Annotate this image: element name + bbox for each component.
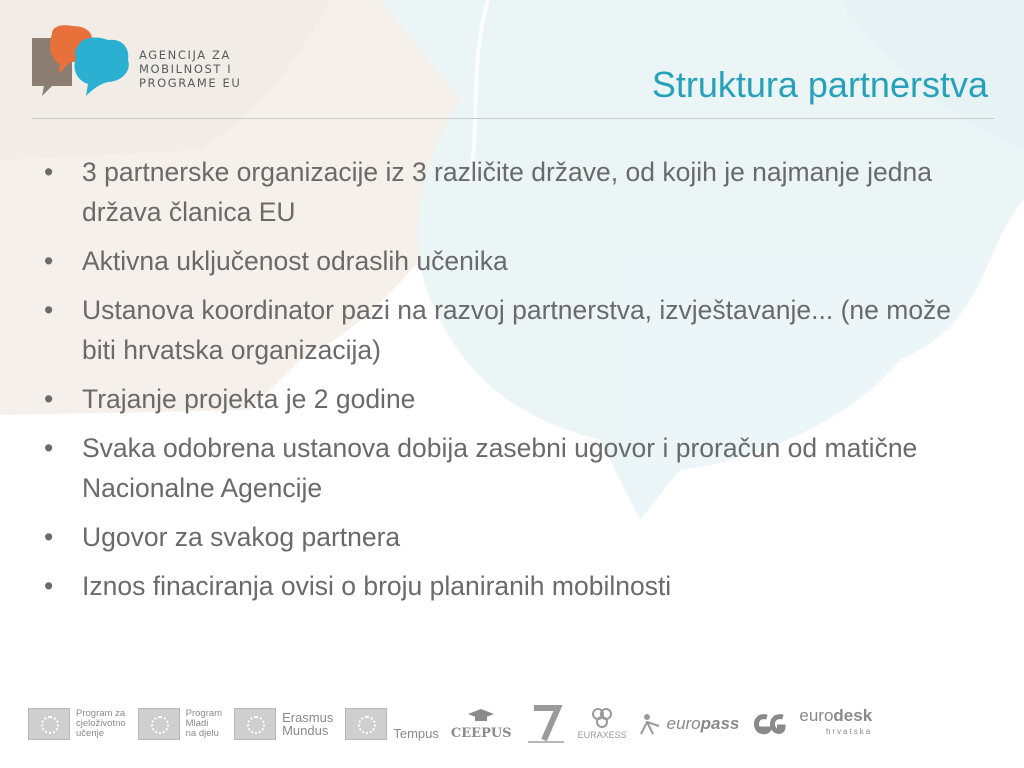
fp7-logo — [524, 704, 566, 744]
bullet-dot-icon: • — [44, 384, 54, 414]
agency-name-line: MOBILNOST I — [139, 62, 233, 76]
eurodesk-logo — [799, 708, 872, 740]
graduation-cap-icon — [466, 708, 496, 722]
eg-icon — [751, 709, 787, 739]
euraxess-logo — [578, 708, 627, 740]
mladi-label: Mladi — [185, 718, 209, 729]
bullet-text: Svaka odobrena ustanova dobija zasebni ugovor i proračun od matične Nacionalne Agencije — [82, 433, 918, 503]
bullet-text: Ustanova koordinator pazi na razvoj partnerstva, izvještavanje... (ne može biti hrvatska organizacija) — [82, 295, 952, 365]
erasmus-mundus-logo — [234, 708, 333, 740]
llp-label: cjeloživotno — [76, 718, 126, 729]
mladi-label: Program — [185, 708, 223, 719]
bullet-item — [44, 152, 964, 232]
ceepus-label: CEEPUS — [450, 725, 512, 741]
bullet-text: Trajanje projekta je 2 godine — [82, 384, 416, 414]
slide-title: Struktura partnerstva — [651, 64, 988, 105]
title-divider — [32, 118, 994, 119]
bullet-text: Aktivna uključenost odraslih učenika — [82, 246, 508, 276]
eu-flag-icon — [28, 708, 70, 740]
bullet-item — [44, 290, 964, 370]
erasmus-label: Mundus — [282, 723, 329, 738]
llp-label: učenje — [76, 728, 104, 739]
bullet-dot-icon: • — [44, 433, 54, 463]
bullet-item — [44, 428, 964, 508]
bullet-item — [44, 566, 964, 606]
ceepus-logo — [451, 708, 512, 741]
eurodesk-sub: hrvatska — [825, 727, 873, 736]
bullet-dot-icon: • — [44, 295, 54, 325]
europass-logo — [639, 712, 740, 736]
bullet-text: Ugovor za svakog partnera — [82, 522, 401, 552]
agency-logo — [28, 24, 138, 104]
footer-logos — [28, 700, 998, 748]
euraxess-label: EURAXESS — [577, 730, 627, 740]
europass-figure-icon — [639, 712, 667, 736]
eg-logo — [751, 709, 787, 739]
bullet-list — [44, 152, 964, 615]
bullet-text: Iznos finaciranja ovisi o broju planiranih mobilnosti — [82, 571, 672, 601]
tempus-logo — [345, 708, 439, 740]
mladi-logo — [138, 708, 222, 740]
bullet-text: 3 partnerske organizacije iz 3 različite države, od kojih je najmanje jedna država članica EU — [82, 157, 932, 227]
agency-name-line: PROGRAME EU — [139, 76, 242, 90]
agency-name-line: AGENCIJA ZA — [139, 48, 231, 62]
bullet-item — [44, 517, 964, 557]
llp-label: Program za — [76, 708, 126, 719]
llp-logo — [28, 708, 126, 740]
europass-label-a: euro — [666, 714, 701, 733]
eu-flag-icon — [138, 708, 180, 740]
bullet-dot-icon: • — [44, 157, 54, 187]
eurodesk-label-b: desk — [833, 706, 873, 725]
bullet-dot-icon: • — [44, 522, 54, 552]
eu-flag-icon — [345, 708, 387, 740]
eu-flag-icon — [234, 708, 276, 740]
bullet-dot-icon: • — [44, 571, 54, 601]
tempus-label: Tempus — [393, 726, 439, 741]
bullet-dot-icon: • — [44, 246, 54, 276]
agency-name — [139, 48, 241, 90]
eurodesk-label-a: euro — [799, 706, 834, 725]
erasmus-label: Erasmus — [282, 710, 334, 725]
seven-icon — [524, 704, 566, 744]
europass-label-b: pass — [700, 714, 740, 733]
bullet-item — [44, 379, 964, 419]
mladi-label: na djelu — [185, 728, 219, 739]
euraxess-icon — [590, 708, 614, 728]
bullet-item — [44, 241, 964, 281]
